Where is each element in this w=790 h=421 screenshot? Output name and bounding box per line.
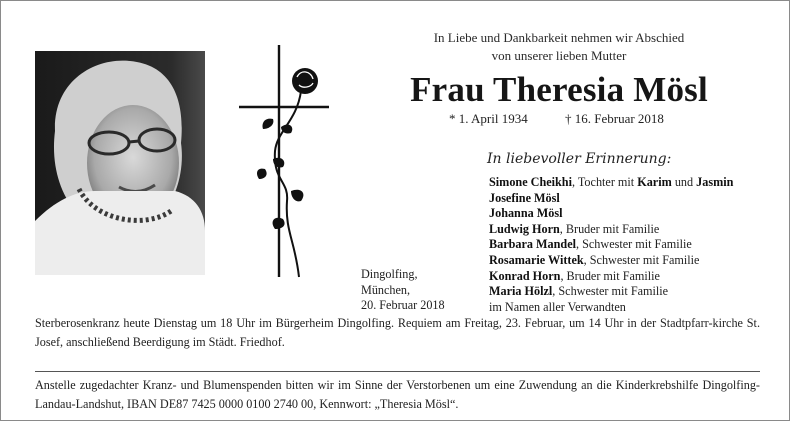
mourners-list xyxy=(489,175,733,315)
service-announcement: Sterberosenkranz heute Dienstag um 18 Uhr im Bürgerheim Dingolfing. Requiem am Freitag, 23. Februar, um 14 Uhr in der Stadtpfarr-kirche St. Josef, anschließend Beerdigung im Städt. Friedhof. xyxy=(35,316,760,349)
divider xyxy=(35,371,760,372)
place-and-date xyxy=(361,267,445,314)
mourner-row: Johanna Mösl xyxy=(489,206,563,221)
cross-with-rose-icon xyxy=(237,41,333,281)
memory-heading: In liebevoller Erinnerung: xyxy=(487,151,672,167)
mourner-row: Konrad Horn, Bruder mit Familie xyxy=(489,268,660,283)
mourner-row: Rosamarie Wittek, Schwester mit Familie xyxy=(489,252,700,267)
mourner-row: Maria Hölzl, Schwester mit Familie xyxy=(489,284,669,299)
place-line-2: München, xyxy=(361,282,411,297)
mourner-row: Ludwig Horn, Bruder mit Familie xyxy=(489,221,660,236)
death-date: † 16. Februar 2018 xyxy=(565,111,664,126)
mourner-row: im Namen aller Verwandten xyxy=(489,299,626,314)
donation-request: Anstelle zugedachter Kranz- und Blumenspenden bitten wir im Sinne der Verstorbenen um eine Zuwendung an die Kinderkrebshilfe Dingolfing-Landau-Landshut, IBAN DE87 7425 0000 0100 2740 00, Kennwort: „Theresia Mösl“. xyxy=(35,378,760,411)
intro-line-2: von unserer lieben Mutter xyxy=(491,48,627,63)
intro-line-1: In Liebe und Dankbarkeit nehmen wir Abschied xyxy=(433,30,685,45)
intro-text xyxy=(391,29,727,65)
place-line-3: 20. Februar 2018 xyxy=(361,298,445,313)
mourner-row: Simone Cheikhi, Tochter mit Karim und Jasmin xyxy=(489,175,734,189)
birth-date: * 1. April 1934 xyxy=(449,111,528,126)
mourner-row: Josefine Mösl xyxy=(489,190,560,205)
place-line-1: Dingolfing, xyxy=(361,267,418,281)
deceased-name: Frau Theresia Mösl xyxy=(410,70,708,109)
mourner-row: Barbara Mandel, Schwester mit Familie xyxy=(489,237,692,252)
portrait-photo xyxy=(35,51,205,275)
